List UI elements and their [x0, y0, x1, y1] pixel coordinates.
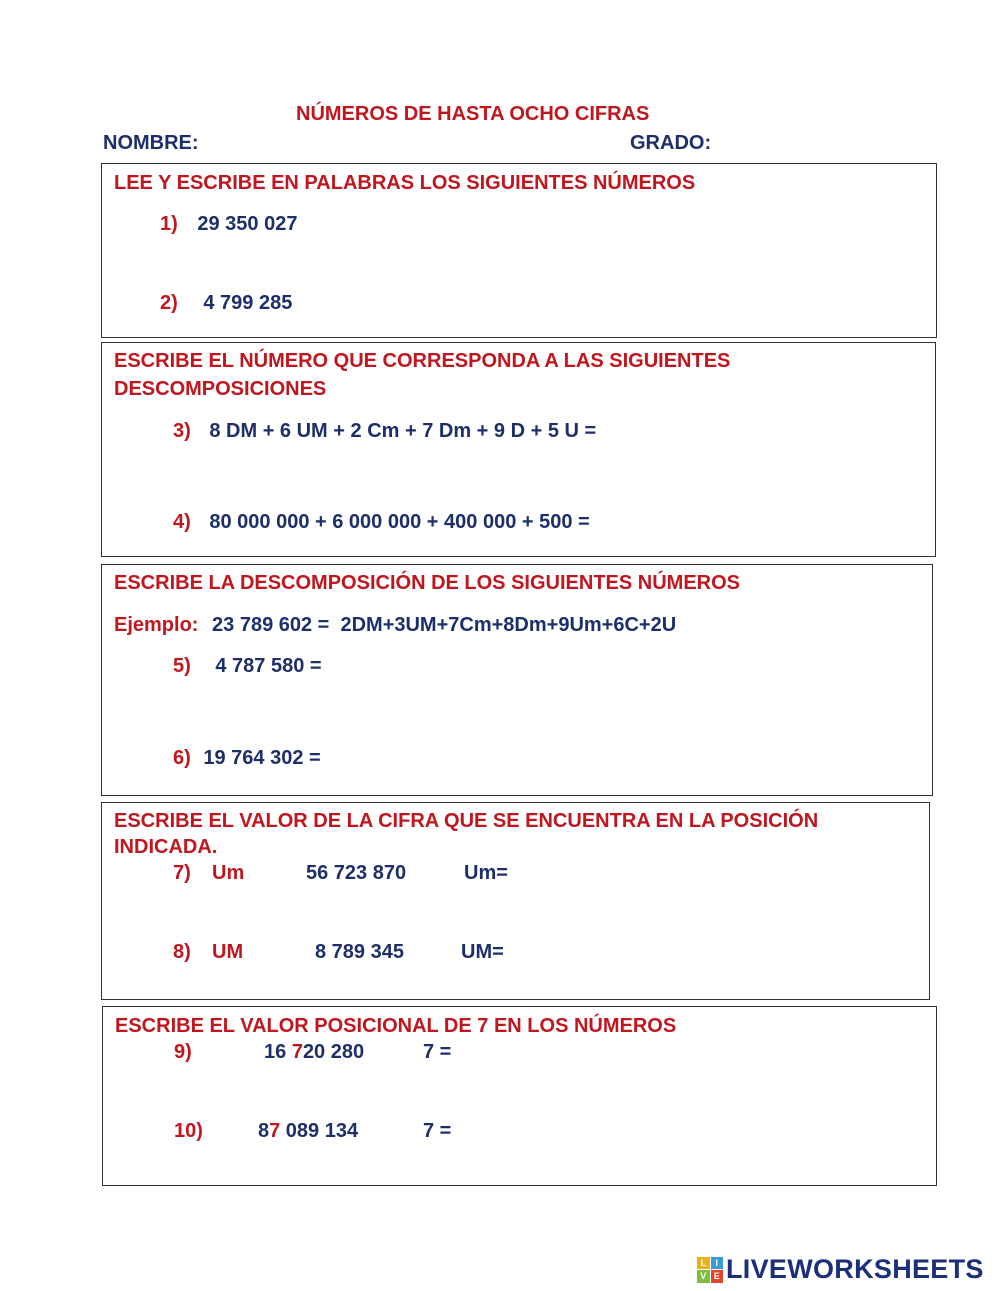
exercise-10-number: 10) — [174, 1120, 203, 1142]
logo-cubes-icon — [697, 1257, 723, 1283]
section-5-instruction: ESCRIBE EL VALOR POSICIONAL DE 7 EN LOS NÚMEROS — [115, 1015, 677, 1037]
example-line — [114, 614, 676, 637]
section-3-instruction: ESCRIBE LA DESCOMPOSICIÓN DE LOS SIGUIENTES NÚMEROS — [114, 572, 740, 594]
grade-label: GRADO: — [630, 132, 712, 154]
exercise-7-number: 7) — [173, 862, 191, 884]
exercise-3 — [173, 420, 596, 443]
logo-cube-l: L — [697, 1257, 710, 1270]
exercise-10-answer: 7 = — [423, 1120, 452, 1142]
logo-text: LIVEWORKSHEETS — [726, 1254, 984, 1284]
exercise-9-number-value — [264, 1041, 364, 1064]
exercise-9-answer: 7 = — [423, 1041, 452, 1063]
name-label: NOMBRE: — [103, 132, 199, 154]
logo-cube-v: V — [697, 1270, 710, 1283]
exercise-9-digits-before: 16 — [264, 1041, 292, 1063]
exercise-3-number: 3) — [173, 420, 191, 442]
exercise-9-digits-after: 20 280 — [302, 1041, 365, 1063]
exercise-6-number: 6) — [173, 747, 191, 769]
exercise-4-number: 4) — [173, 511, 191, 533]
exercise-5 — [173, 655, 322, 678]
exercise-4 — [173, 511, 590, 534]
exercise-2-text: 4 799 285 — [203, 292, 293, 314]
exercise-9-highlight-digit: 7 — [291, 1041, 303, 1063]
logo-cube-i: I — [711, 1257, 724, 1270]
page-title: NÚMEROS DE HASTA OCHO CIFRAS — [296, 103, 650, 125]
section-4-instruction: ESCRIBE EL VALOR DE LA CIFRA QUE SE ENCUENTRA EN LA POSICIÓN INDICADA. — [114, 810, 819, 858]
exercise-8-position: UM — [212, 941, 244, 963]
exercise-1-text: 29 350 027 — [197, 213, 298, 235]
example-text: 23 789 602 = 2DM+3UM+7Cm+8Dm+9Um+6C+2U — [212, 614, 677, 636]
example-label: Ejemplo: — [114, 614, 199, 636]
exercise-8-number-value: 8 789 345 — [315, 941, 404, 963]
exercise-6-text: 19 764 302 = — [203, 747, 321, 769]
exercise-7 — [173, 862, 508, 885]
exercise-10-number-value — [258, 1120, 358, 1143]
exercise-5-text: 4 787 580 = — [215, 655, 322, 677]
exercise-8-number: 8) — [173, 941, 191, 963]
exercise-9-number: 9) — [174, 1041, 192, 1063]
exercise-3-text: 8 DM + 6 UM + 2 Cm + 7 Dm + 9 D + 5 U = — [209, 420, 597, 442]
exercise-10-highlight-digit: 7 — [269, 1120, 281, 1142]
exercise-8-answer: UM= — [461, 941, 504, 963]
exercise-7-position: Um — [212, 862, 245, 884]
exercise-10-digits-before: 8 — [258, 1120, 270, 1142]
exercise-1 — [160, 213, 297, 236]
section-1-instruction: LEE Y ESCRIBE EN PALABRAS LOS SIGUIENTES NÚMEROS — [114, 172, 696, 194]
exercise-5-number: 5) — [173, 655, 191, 677]
exercise-4-text: 80 000 000 + 6 000 000 + 400 000 + 500 = — [209, 511, 590, 533]
exercise-2-number: 2) — [160, 292, 178, 314]
liveworksheets-logo — [697, 1254, 984, 1285]
exercise-1-number: 1) — [160, 213, 178, 235]
exercise-7-number-value: 56 723 870 — [306, 862, 407, 884]
logo-cube-e: E — [711, 1270, 724, 1283]
section-2-instruction: ESCRIBE EL NÚMERO QUE CORRESPONDA A LAS SIGUIENTES DESCOMPOSICIONES — [114, 350, 731, 400]
exercise-7-answer: Um= — [464, 862, 508, 884]
exercise-2 — [160, 292, 292, 315]
exercise-9 — [174, 1041, 452, 1064]
exercise-10 — [174, 1120, 452, 1143]
exercise-6 — [173, 747, 321, 770]
exercise-8 — [173, 941, 504, 964]
exercise-10-digits-after: 089 134 — [280, 1120, 359, 1142]
